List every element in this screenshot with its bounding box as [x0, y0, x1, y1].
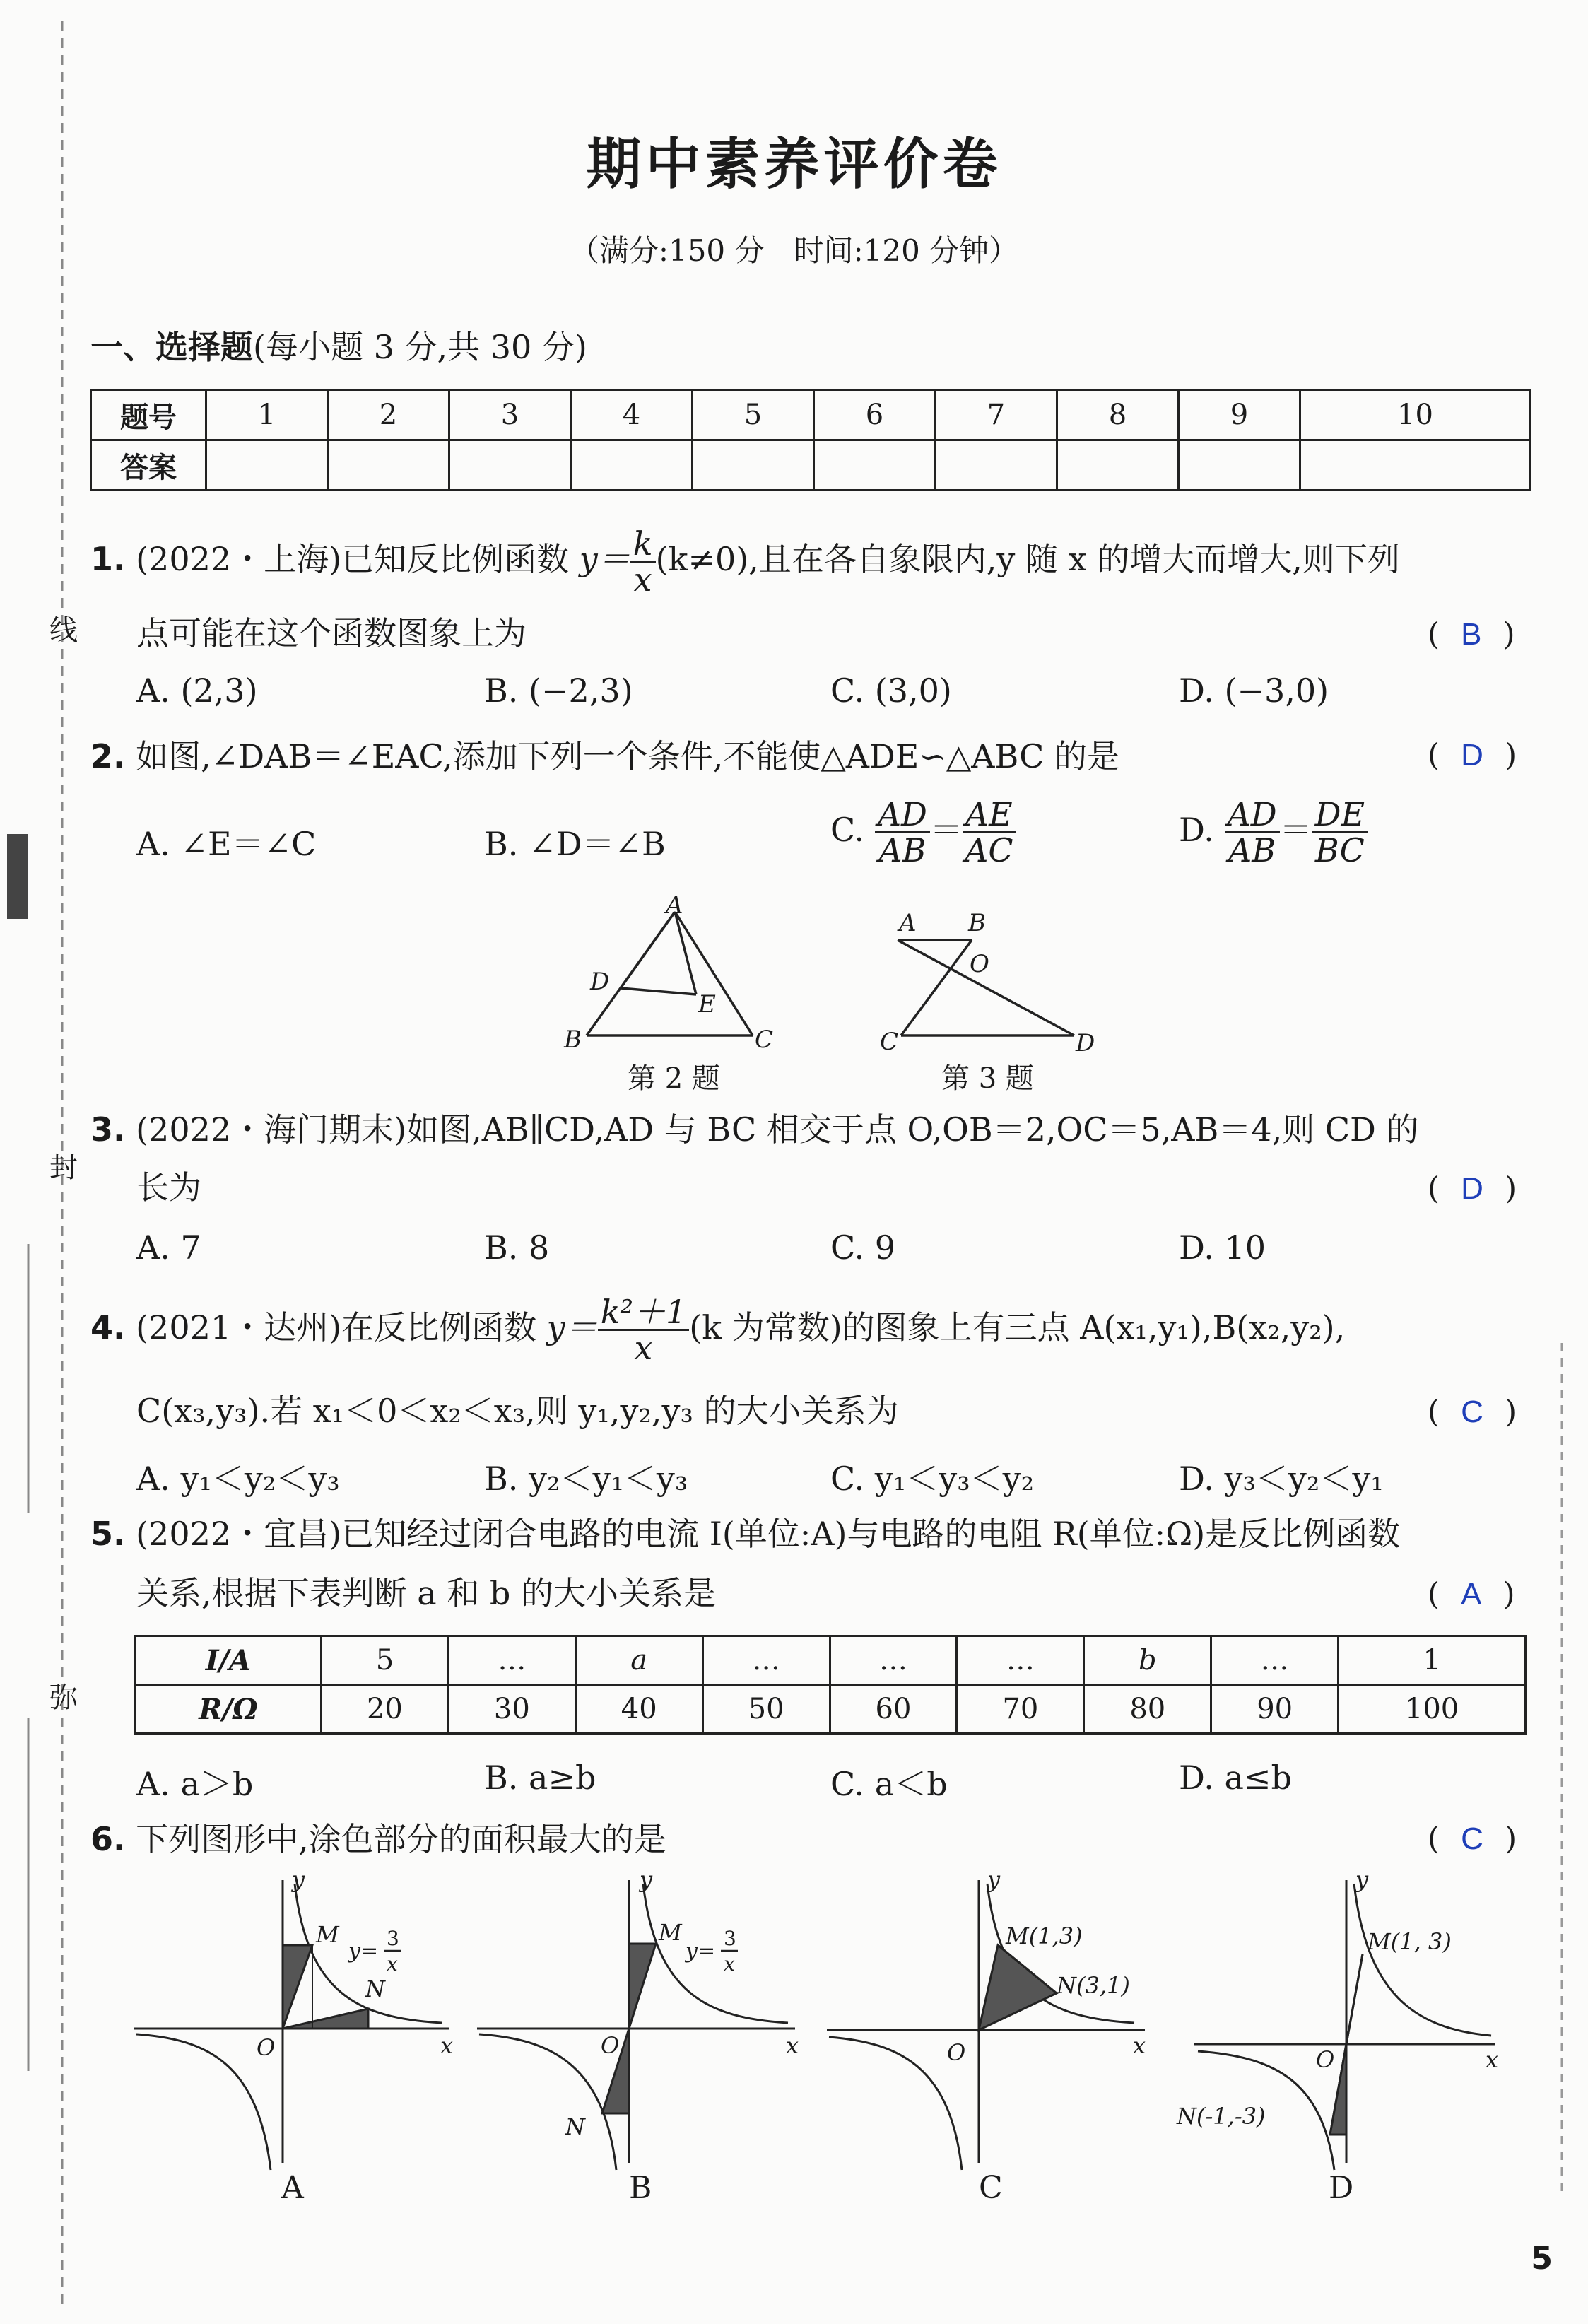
table-cell: 90	[1211, 1685, 1339, 1734]
q5-answer: ( A )	[1428, 1576, 1515, 1612]
graph-c-label[interactable]: C	[979, 2170, 1003, 2206]
q2-opt-c-frac2	[963, 797, 1016, 868]
table-row-current	[136, 1636, 1526, 1685]
q5-option-d[interactable]: D. a≤b	[1179, 1759, 1292, 1797]
q4-frac-den: x	[634, 1329, 653, 1368]
graph-c-label-x: x	[1133, 2032, 1146, 2059]
table-cell: 1	[1339, 1636, 1526, 1685]
section-label: 一、选择题	[90, 328, 253, 366]
fig3-label-a: A	[899, 909, 917, 937]
q4-text-a: (2021・达州)在反比例函数	[136, 1308, 547, 1346]
q1-line2: 点可能在这个函数图象上为	[136, 614, 527, 652]
graph-b-label-n: N	[565, 2113, 585, 2140]
fig2-line-de	[621, 988, 696, 994]
binding-mi: 弥	[49, 1682, 78, 1714]
answer-cell[interactable]	[936, 440, 1057, 491]
fig2-line-ad	[621, 912, 675, 988]
fig2-caption: 第 2 题	[628, 1062, 720, 1095]
fig2-label-d: D	[590, 968, 610, 996]
question-number: 4.	[90, 1308, 126, 1346]
question-number: 1.	[90, 539, 126, 578]
q4-answer-value: C	[1461, 1395, 1483, 1429]
q1-option-c[interactable]: C. (3,0)	[830, 671, 952, 710]
page-title: 期中素养评价卷	[586, 133, 1002, 196]
answer-table-header-label: 题号	[91, 390, 206, 440]
graph-c-label-m: M(1,3)	[1006, 1923, 1083, 1949]
answer-cell[interactable]	[693, 440, 814, 491]
table-cell: 20	[322, 1685, 449, 1734]
fig2-label-c: C	[755, 1026, 774, 1054]
table-cell: 80	[1084, 1685, 1211, 1734]
table-cell: b	[1084, 1636, 1211, 1685]
q2-opt-d-den1: AB	[1228, 831, 1276, 870]
graph-b-eq-y: y=	[686, 1939, 716, 1964]
q2-option-c[interactable]	[830, 797, 1016, 868]
graph-a-eq-y: y=	[348, 1939, 379, 1964]
graph-b-eq-num: 3	[724, 1927, 736, 1950]
q2-opt-d-num1: AD	[1225, 797, 1280, 833]
q6-text: 下列图形中,涂色部分的面积最大的是	[136, 1820, 666, 1858]
q3-option-a[interactable]: A. 7	[136, 1228, 201, 1267]
answer-table-answer-row	[91, 440, 1531, 491]
question-number: 2.	[90, 737, 126, 775]
q2-opt-c-num2: AE	[963, 797, 1016, 833]
table-cell: …	[1211, 1636, 1339, 1685]
graph-b-label-m: M	[659, 1919, 682, 1946]
fig3-label-b: B	[968, 909, 986, 937]
q2-opt-c-label: C.	[830, 810, 865, 849]
graph-d-curve-q1	[1354, 1884, 1491, 2036]
answer-table-number: 10	[1300, 390, 1531, 440]
graph-c-label-o: O	[947, 2039, 966, 2066]
fig3-label-d: D	[1076, 1029, 1095, 1057]
q5-option-c[interactable]: C. a＜b	[830, 1765, 948, 1803]
table-cell: …	[702, 1636, 830, 1685]
graph-b-label-x: x	[786, 2032, 799, 2059]
answer-cell[interactable]	[206, 440, 328, 491]
q4-line2: C(x₃,y₃).若 x₁＜0＜x₂＜x₃,则 y₁,y₂,y₃ 的大小关系为	[136, 1392, 899, 1430]
current-resistance-table	[134, 1635, 1527, 1735]
graph-a-shade-n	[283, 2009, 368, 2029]
q1-fraction	[630, 524, 656, 599]
graph-a-label-m: M	[316, 1921, 339, 1948]
graph-b-label[interactable]: B	[629, 2170, 652, 2206]
graph-c-shade	[979, 1945, 1057, 2030]
table-cell: …	[448, 1636, 575, 1685]
answer-table-number: 5	[693, 390, 814, 440]
fig2-line-ae	[675, 912, 696, 994]
q5-line2: 关系,根据下表判断 a 和 b 的大小关系是	[136, 1574, 716, 1612]
graph-d	[1166, 1866, 1505, 2177]
answer-cell[interactable]	[1179, 440, 1300, 491]
answer-table-header-row	[91, 390, 1531, 440]
answer-cell[interactable]	[1300, 440, 1531, 491]
table-row-resistance	[136, 1685, 1526, 1734]
q5-text: (2022・宜昌)已知经过闭合电路的电流 I(单位:A)与电路的电阻 R(单位:Ω)是反比例函数	[136, 1515, 1401, 1553]
answer-table-answer-label: 答案	[91, 440, 206, 491]
figure-q2	[558, 891, 799, 1060]
q2-answer-value: D	[1461, 738, 1483, 773]
q2-opt-d-den2: BC	[1314, 831, 1365, 870]
graph-b-curve-q3	[479, 2034, 616, 2170]
q2-text: 如图,∠DAB＝∠EAC,添加下列一个条件,不能使△ADE∽△ABC 的是	[136, 737, 1119, 775]
table-cell: 100	[1339, 1685, 1526, 1734]
q2-option-d[interactable]	[1179, 797, 1368, 868]
graph-c-label-y: y	[987, 1866, 1001, 1893]
binding-feng: 封	[49, 1151, 78, 1184]
question-number: 6.	[90, 1820, 126, 1858]
answer-cell[interactable]	[814, 440, 936, 491]
q4-option-a[interactable]: A. y₁＜y₂＜y₃	[136, 1460, 340, 1498]
table-cell: 50	[702, 1685, 830, 1734]
table-cell: 40	[575, 1685, 702, 1734]
fig2-label-a: A	[666, 891, 683, 920]
q1-text-b: (k≠0),且在各自象限内,y 随 x 的增大而增大,则下列	[655, 539, 1400, 578]
q2-opt-d-frac2	[1312, 797, 1368, 868]
graph-d-label-x: x	[1486, 2046, 1499, 2073]
answer-table-number: 2	[328, 390, 449, 440]
graph-d-label-n: N(-1,-3)	[1177, 2103, 1266, 2130]
graph-a-label-x: x	[440, 2032, 454, 2059]
graph-b-label-y: y	[640, 1866, 653, 1893]
answer-cell[interactable]	[328, 440, 449, 491]
binding-xian: 线	[49, 614, 78, 647]
question-1	[90, 524, 1400, 599]
graph-b	[474, 1866, 806, 2177]
q4-fraction	[598, 1295, 690, 1366]
fig3-label-o: O	[970, 950, 989, 978]
q2-opt-d-num2: DE	[1312, 797, 1368, 833]
q4-option-b[interactable]: B. y₂＜y₁＜y₃	[484, 1460, 688, 1498]
q4-frac-num: k²＋1	[598, 1295, 690, 1331]
table-cell: 30	[448, 1685, 575, 1734]
q1-option-d[interactable]: D. (−3,0)	[1179, 671, 1329, 710]
page-number: 5	[1531, 2241, 1553, 2277]
q3-option-b[interactable]: B. 8	[484, 1228, 550, 1267]
q2-opt-c-num1: AD	[875, 797, 930, 833]
q1-frac-den: x	[633, 561, 652, 599]
answer-cell[interactable]	[571, 440, 693, 491]
graph-d-label-o: O	[1316, 2046, 1335, 2073]
fig3-label-c: C	[880, 1028, 899, 1056]
q4-y-eq: y＝	[546, 1308, 598, 1346]
q3-option-c[interactable]: C. 9	[830, 1228, 896, 1267]
q2-answer: ( D )	[1428, 737, 1517, 773]
graph-b-shade-m	[629, 1944, 656, 2029]
answer-table-number: 4	[571, 390, 693, 440]
question-4	[90, 1295, 1345, 1366]
figure-q3	[869, 901, 1110, 1057]
q1-answer-value: B	[1461, 617, 1482, 652]
graph-b-eq-den: x	[724, 1952, 735, 1976]
q4-option-d[interactable]: D. y₃＜y₂＜y₁	[1179, 1460, 1384, 1498]
answer-table-number: 7	[936, 390, 1057, 440]
question-number: 5.	[90, 1515, 126, 1553]
table-cell: a	[575, 1636, 702, 1685]
q4-option-c[interactable]: C. y₁＜y₃＜y₂	[830, 1460, 1035, 1498]
graph-b-curve-q1	[643, 1884, 788, 2023]
q3-answer-value: D	[1461, 1171, 1483, 1206]
answer-table-number: 6	[814, 390, 936, 440]
q2-option-a[interactable]: A. ∠E＝∠C	[136, 825, 317, 863]
q5-answer-value: A	[1461, 1577, 1482, 1612]
q2-opt-d-frac1	[1225, 797, 1280, 868]
q4-text-b: (k 为常数)的图象上有三点 A(x₁,y₁),B(x₂,y₂),	[689, 1308, 1346, 1346]
graph-a-eq-num: 3	[387, 1927, 399, 1950]
section-note: (每小题 3 分,共 30 分)	[253, 328, 587, 366]
graph-a-shade-m	[283, 1945, 312, 2029]
q6-answer-value: C	[1461, 1821, 1483, 1856]
question-5	[90, 1513, 1400, 1555]
q3-text: (2022・海门期末)如图,AB∥CD,AD 与 BC 相交于点 O,OB＝2,OC＝5,AB＝4,则 CD 的	[136, 1110, 1419, 1149]
q6-answer: ( C )	[1428, 1821, 1517, 1857]
q1-option-a[interactable]: A. (2,3)	[136, 671, 258, 710]
row-label-current: I/A	[136, 1636, 322, 1685]
question-3	[90, 1108, 1419, 1151]
fig2-label-b: B	[564, 1026, 582, 1054]
exam-subtitle: （满分:150 分 时间:120 分钟）	[569, 233, 1019, 268]
q2-opt-d-label: D.	[1179, 810, 1214, 849]
section-heading	[90, 322, 587, 368]
q3-answer: ( D )	[1428, 1170, 1517, 1207]
q1-y-eq: y＝	[579, 539, 630, 578]
question-number: 3.	[90, 1110, 126, 1149]
table-cell: 5	[322, 1636, 449, 1685]
q1-frac-num: k	[630, 527, 656, 563]
q1-option-b[interactable]: B. (−2,3)	[484, 671, 633, 710]
q3-line2: 长为	[136, 1168, 201, 1207]
binding-margin	[0, 0, 92, 2324]
graph-c-label-n: N(3,1)	[1057, 1972, 1130, 1999]
table-cell: …	[830, 1636, 957, 1685]
graph-a-eq-den: x	[387, 1952, 398, 1976]
answer-table	[90, 389, 1531, 491]
q3-option-d[interactable]: D. 10	[1179, 1228, 1266, 1267]
q2-opt-c-eq: ＝	[929, 810, 963, 849]
q2-option-b[interactable]: B. ∠D＝∠B	[484, 825, 666, 863]
graph-a	[131, 1866, 463, 2177]
q1-answer: ( B )	[1428, 616, 1515, 652]
graph-d-label-y: y	[1355, 1866, 1369, 1893]
q4-answer: ( C )	[1428, 1394, 1517, 1430]
fig3-caption: 第 3 题	[941, 1062, 1034, 1095]
q5-option-b[interactable]: B. a≥b	[484, 1759, 596, 1797]
question-6	[90, 1818, 666, 1860]
fig3-line-bc	[901, 940, 972, 1035]
answer-table-number: 1	[206, 390, 328, 440]
graph-c	[823, 1866, 1155, 2177]
table-cell: 60	[830, 1685, 957, 1734]
graph-c-curve-q3	[829, 2037, 962, 2170]
right-margin-line	[1555, 1343, 1569, 2191]
answer-cell[interactable]	[449, 440, 571, 491]
q2-opt-d-eq: ＝	[1279, 810, 1312, 849]
table-cell: …	[957, 1636, 1084, 1685]
q2-opt-c-den1: AB	[878, 831, 927, 870]
answer-table-number: 8	[1057, 390, 1179, 440]
graph-d-label[interactable]: D	[1329, 2170, 1354, 2206]
graph-a-label-o: O	[257, 2034, 276, 2061]
graph-a-label-y: y	[292, 1866, 305, 1893]
question-2	[90, 735, 1119, 777]
q2-opt-c-frac1	[875, 797, 930, 868]
graph-a-label-n: N	[365, 1976, 385, 2002]
graph-a-label[interactable]: A	[281, 2170, 304, 2206]
q2-opt-c-den2: AC	[965, 831, 1013, 870]
q5-option-a[interactable]: A. a＞b	[136, 1765, 254, 1803]
answer-table-number: 9	[1179, 390, 1300, 440]
answer-table-number: 3	[449, 390, 571, 440]
graph-b-label-o: O	[601, 2032, 620, 2059]
fig2-label-e: E	[698, 990, 716, 1019]
answer-cell[interactable]	[1057, 440, 1179, 491]
table-cell: 70	[957, 1685, 1084, 1734]
graph-a-curve-q3	[136, 2034, 271, 2170]
q1-text-a: (2022・上海)已知反比例函数	[136, 539, 580, 578]
graph-d-label-m: M(1, 3)	[1368, 1928, 1452, 1955]
row-label-resistance: R/Ω	[136, 1685, 322, 1734]
